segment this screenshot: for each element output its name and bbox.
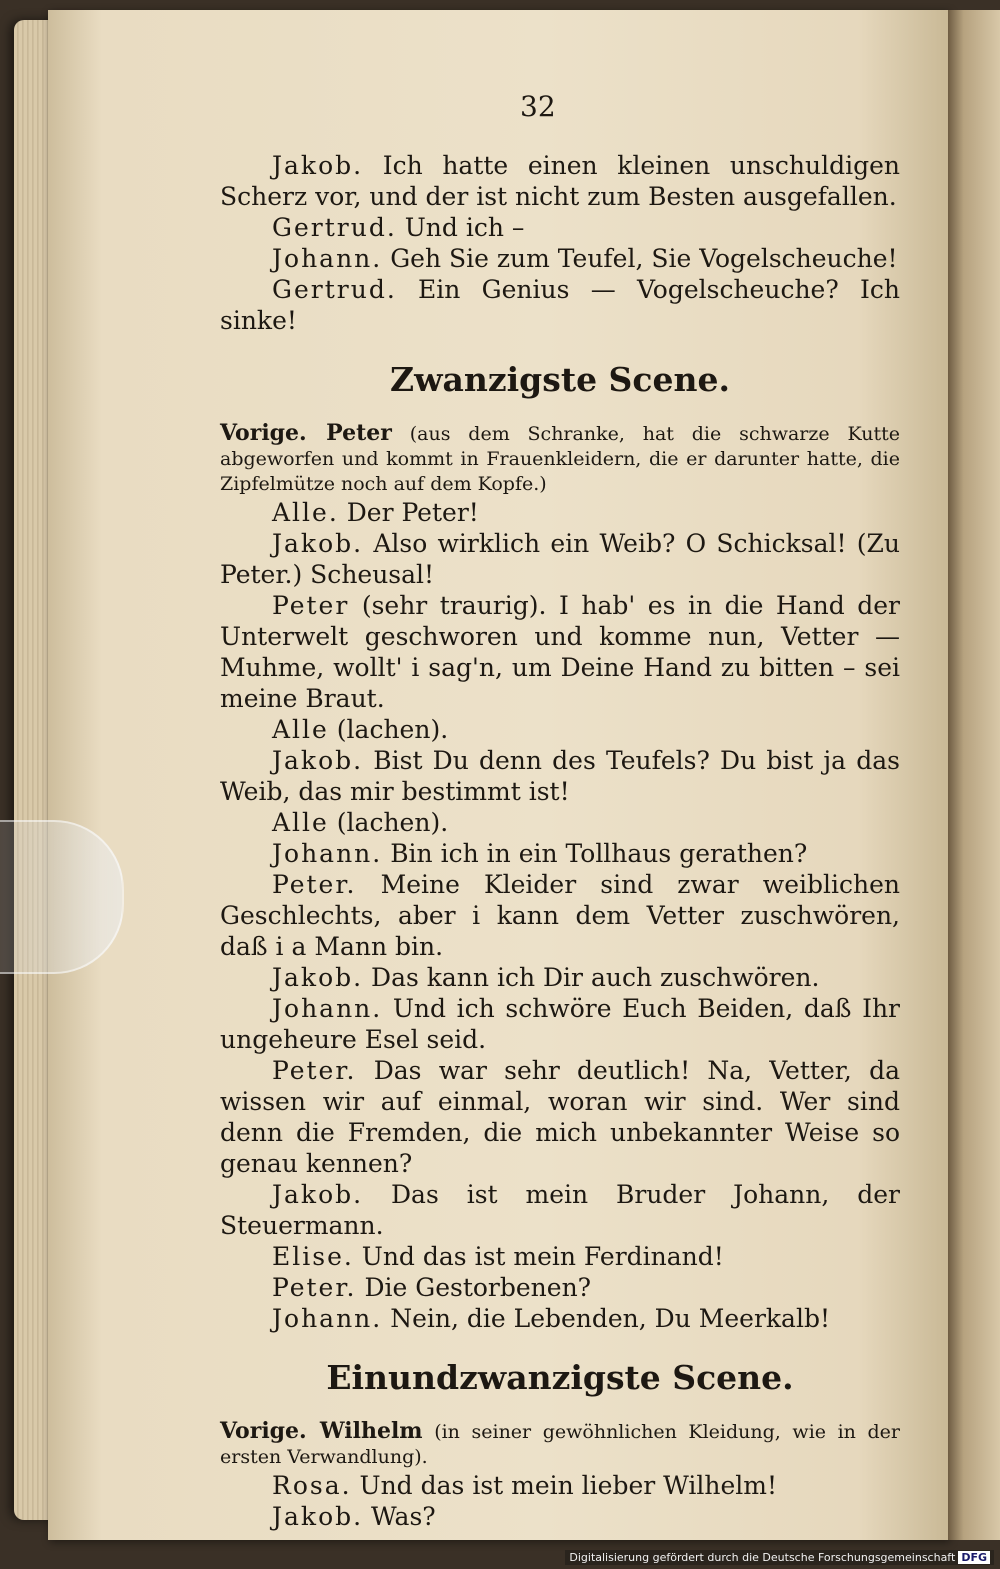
page-text: [220, 150, 900, 1532]
speaker: Jakob.: [272, 1502, 364, 1531]
dialogue-line: [220, 274, 900, 336]
speaker: Peter: [272, 591, 350, 620]
dialogue-line: [220, 1055, 900, 1179]
dialogue-line: [220, 993, 900, 1055]
dialogue-line: [220, 1501, 900, 1532]
line-text: Meine Kleider sind zwar weiblichen Geschlechts, aber i kann dem Vetter zuschwören, daß i a Mann bin.: [220, 870, 900, 961]
line-text: Das war sehr deutlich! Na, Vetter, da wissen wir auf einmal, woran wir sind. Wer sind denn die Fremden, die mich unbekannter Weise so genau kennen?: [220, 1056, 901, 1178]
dialogue-line: [220, 838, 900, 869]
dialogue-line: [220, 150, 900, 212]
line-text: Was?: [371, 1502, 436, 1531]
dialogue-line: [220, 243, 900, 274]
dialogue-line: [220, 869, 900, 962]
line-text: Bin ich in ein Tollhaus gerathen?: [390, 839, 808, 868]
dialogue-line: [220, 1272, 900, 1303]
line-text: Und das ist mein lieber Wilhelm!: [359, 1471, 778, 1500]
speaker: Peter.: [272, 870, 357, 899]
speaker: Alle.: [272, 498, 339, 527]
stage-text: (aus dem Schranke, hat die schwarze Kutte abgeworfen und kommt in Frauenkleidern, die er darunter hatte, die Zipfelmütze noch auf dem Kopfe.): [220, 423, 900, 495]
line-text: Ich hatte einen kleinen unschuldigen Scherz vor, und der ist nicht zum Besten ausgefallen.: [220, 151, 900, 211]
opposite-page-edge: [948, 10, 1000, 1540]
dialogue-line: [220, 497, 900, 528]
dialogue-line: [220, 1470, 900, 1501]
scene-title: Einundzwanzigste Scene.: [326, 1358, 794, 1397]
dialogue-line: [220, 714, 900, 745]
dfg-logo: DFG: [958, 1551, 990, 1564]
line-text: Die Gestorbenen?: [364, 1273, 592, 1302]
speaker: Jakob.: [272, 746, 364, 775]
page-clip: [0, 820, 124, 974]
dialogue-line: [220, 1303, 900, 1334]
dialogue-line: [220, 590, 900, 714]
line-text: Ein Genius — Vogelscheuche? Ich sinke!: [220, 275, 900, 335]
page-number: 32: [520, 90, 556, 123]
stage-text: (in seiner gewöhnlichen Kleidung, wie in der ersten Verwandlung).: [220, 1421, 900, 1468]
speaker: Johann.: [272, 994, 383, 1023]
speaker: Gertrud.: [272, 213, 397, 242]
speaker: Alle: [272, 808, 329, 837]
speaker: Jakob.: [272, 151, 364, 180]
digitization-credit: [565, 1550, 994, 1565]
line-text: Das ist mein Bruder Johann, der Steuermann.: [220, 1180, 900, 1240]
speaker: Jakob.: [272, 963, 364, 992]
line-text: (lachen).: [336, 715, 449, 744]
speaker: Rosa.: [272, 1471, 352, 1500]
stage-direction: [220, 421, 900, 497]
line-text: Nein, die Lebenden, Du Meerkalb!: [390, 1304, 831, 1333]
line-text: Und das ist mein Ferdinand!: [361, 1242, 724, 1271]
dialogue-line: [220, 1179, 900, 1241]
dialogue-line: [220, 807, 900, 838]
line-text: Und ich schwöre Euch Beiden, daß Ihr ungeheure Esel seid.: [220, 994, 900, 1054]
speaker: Gertrud.: [272, 275, 397, 304]
speaker: Johann.: [272, 244, 383, 273]
speaker: Peter.: [272, 1273, 357, 1302]
line-text: (sehr traurig). I hab' es in die Hand der Unterwelt geschworen und komme nun, Vetter — Muhme, wollt' i sag'n, um Deine Hand zu bitten – sei meine Braut.: [220, 591, 900, 713]
line-text: Das kann ich Dir auch zuschwören.: [371, 963, 820, 992]
speaker: Elise.: [272, 1242, 354, 1271]
dialogue-line: [220, 962, 900, 993]
dialogue-line: [220, 745, 900, 807]
speaker: Johann.: [272, 1304, 383, 1333]
credit-text: Digitalisierung gefördert durch die Deutsche Forschungsgemeinschaft: [569, 1551, 956, 1564]
line-text: Geh Sie zum Teufel, Sie Vogelscheuche!: [390, 244, 898, 273]
dialogue-line: [220, 1241, 900, 1272]
speaker: Alle: [272, 715, 329, 744]
speaker: Jakob.: [272, 1180, 364, 1209]
stage-direction: [220, 1419, 900, 1470]
line-text: Bist Du denn des Teufels? Du bist ja das Weib, das mir bestimmt ist!: [220, 746, 900, 806]
line-text: Und ich –: [404, 213, 525, 242]
stage-names: Vorige. Wilhelm: [220, 1418, 423, 1444]
speaker: Peter.: [272, 1056, 357, 1085]
dialogue-line: [220, 528, 900, 590]
scene-title: Zwanzigste Scene.: [390, 360, 730, 399]
speaker: Johann.: [272, 839, 383, 868]
line-text: (lachen).: [336, 808, 449, 837]
line-text: Also wirklich ein Weib? O Schicksal! (Zu Peter.) Scheusal!: [220, 529, 900, 589]
line-text: Der Peter!: [346, 498, 479, 527]
stage-names: Vorige. Peter: [220, 420, 392, 446]
dialogue-line: [220, 212, 900, 243]
speaker: Jakob.: [272, 529, 364, 558]
